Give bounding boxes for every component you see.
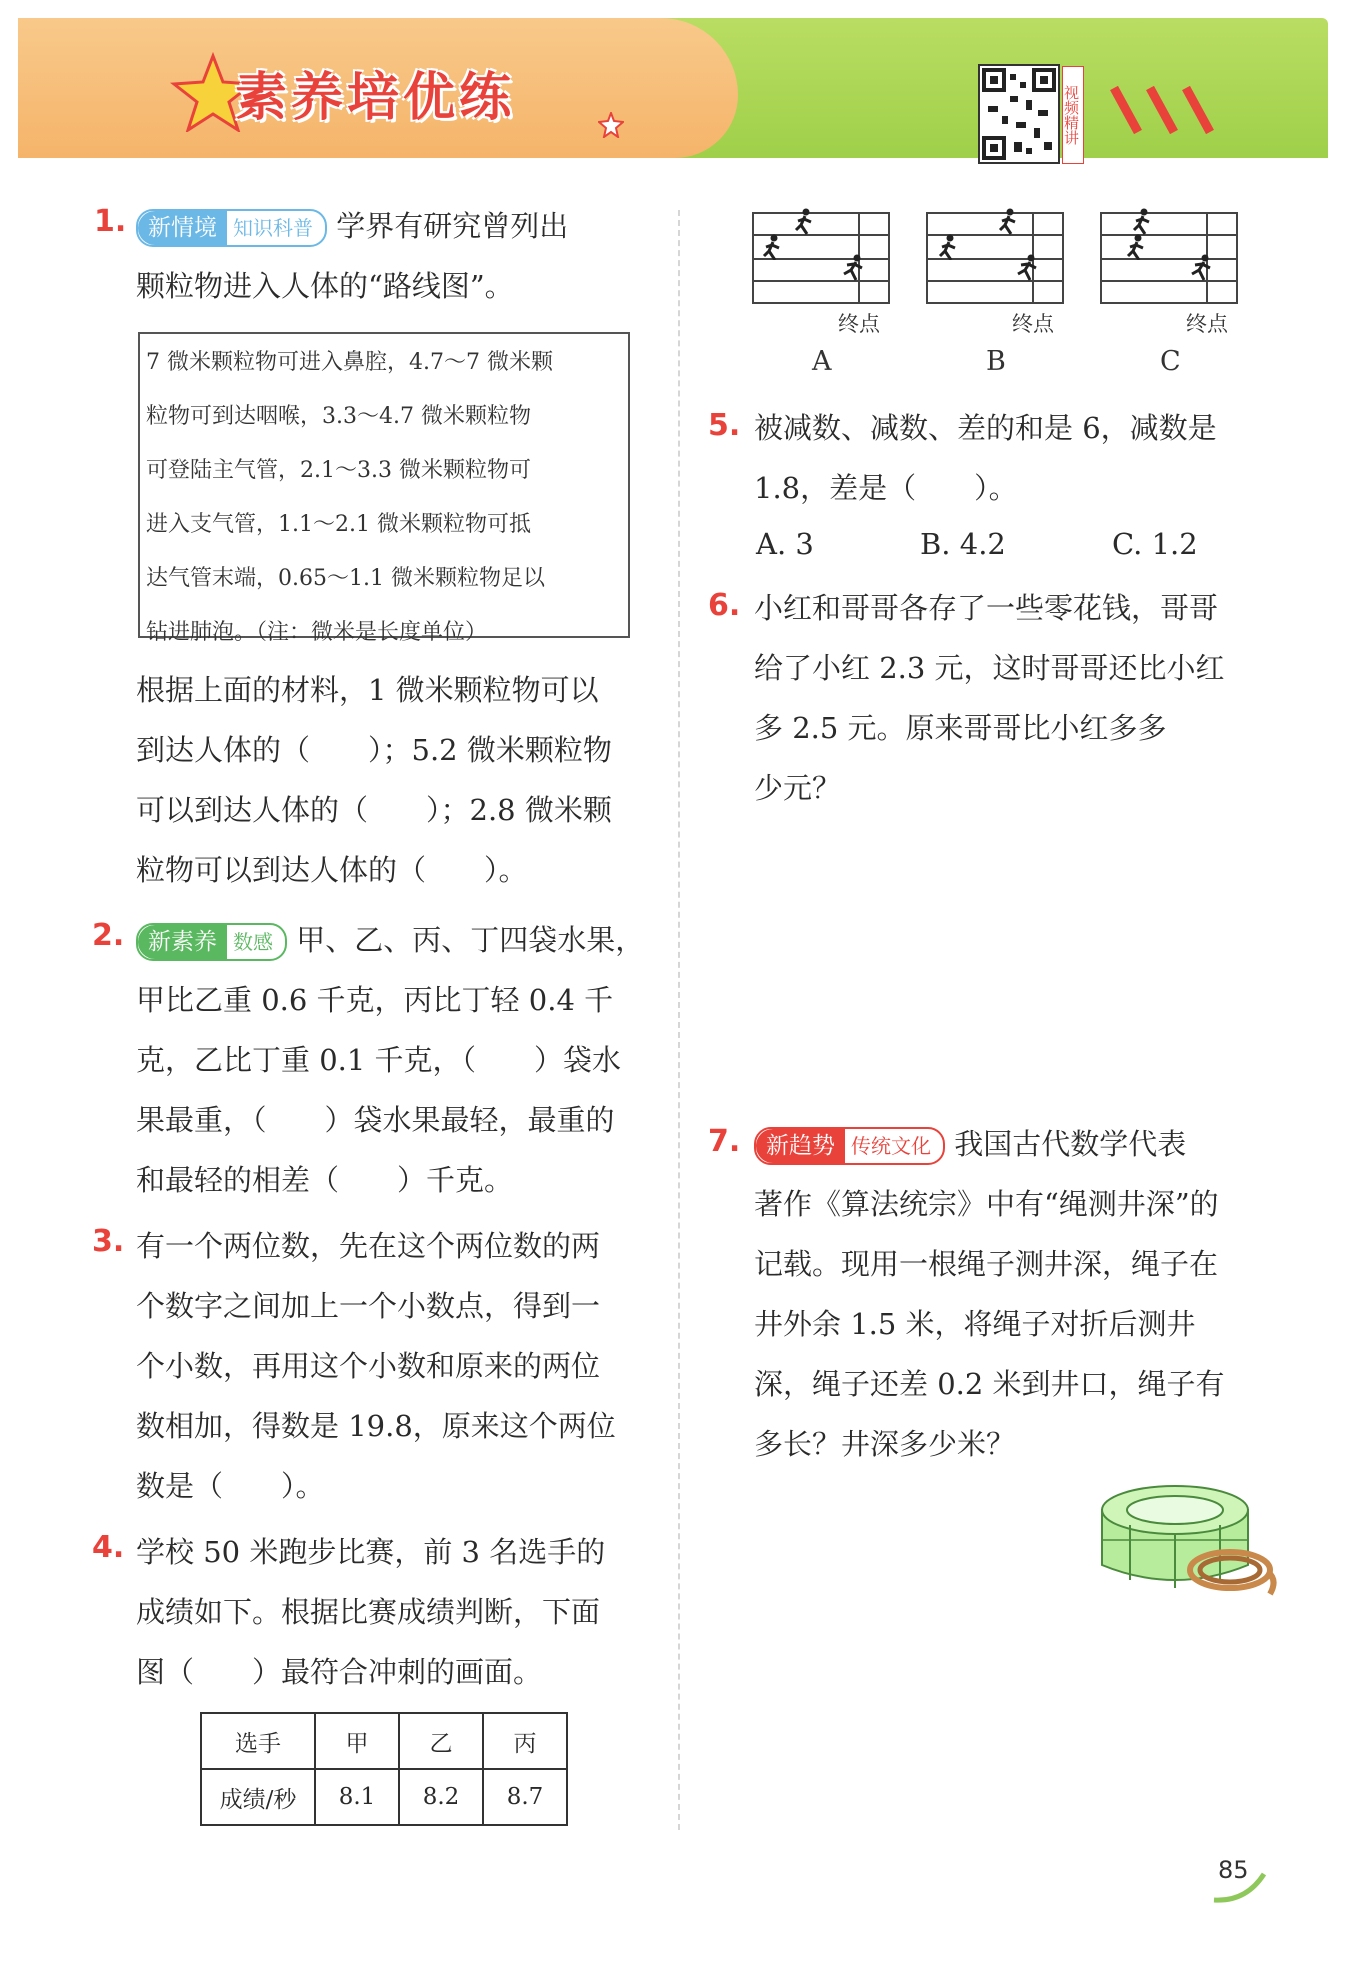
question-5-body: 被减数、减数、差的和是 6，减数是 1.8，差是（ ）。 bbox=[754, 411, 1217, 505]
table-cell: 成绩/秒 bbox=[201, 1769, 315, 1825]
runner-icon bbox=[938, 234, 958, 260]
table-cell: 8.1 bbox=[315, 1769, 399, 1825]
runner-icon bbox=[842, 254, 864, 282]
material-line: 可登陆主气管，2.1～3.3 微米颗粒物可 bbox=[146, 458, 531, 483]
option-label: A bbox=[812, 346, 832, 377]
question-1-first-line: 新情境 知识科普 学界有研究曾列出 bbox=[136, 196, 568, 256]
material-line: 进入支气管，1.1～2.1 微米颗粒物可抵 bbox=[146, 512, 531, 537]
question-1-body: 根据上面的材料，1 微米颗粒物可以 到达人体的（ ）；5.2 微米颗粒物 可以到达人体的（ ）；2.8 微米颗 粒物可以到达人体的（ ）。 bbox=[136, 673, 612, 887]
page-swoosh-icon bbox=[1210, 1870, 1270, 1906]
material-line: 粒物可到达咽喉，3.3～4.7 微米颗粒物 bbox=[146, 404, 531, 429]
question-1-intro-line-2: 颗粒物进入人体的“路线图”。 bbox=[136, 269, 514, 303]
runner-icon bbox=[794, 208, 814, 236]
table-header-cell: 丙 bbox=[483, 1713, 567, 1769]
well-and-rope-icon bbox=[1090, 1470, 1280, 1600]
results-table bbox=[200, 1712, 568, 1826]
question-number: 3. bbox=[92, 1224, 125, 1259]
runner-icon bbox=[1126, 234, 1146, 260]
question-number: 2. bbox=[92, 918, 125, 953]
race-figure-b bbox=[926, 212, 1064, 304]
question-number: 1. bbox=[94, 204, 127, 239]
material-box bbox=[138, 332, 630, 645]
question-7-body: 著作《算法统宗》中有“绳测井深”的 记载。现用一根绳子测井深，绳子在 井外余 1.5 米，将绳子对折后测井 深，绳子还差 0.2 米到井口，绳子有 多长？井深多少米？ bbox=[754, 1187, 1225, 1461]
table-row bbox=[201, 1713, 567, 1769]
runner-icon bbox=[998, 208, 1018, 236]
question-number: 5. bbox=[708, 408, 741, 443]
option-label: B bbox=[986, 346, 1006, 377]
choice-c[interactable]: C. 1.2 bbox=[1112, 527, 1198, 561]
table-row bbox=[201, 1769, 567, 1825]
table-cell: 8.7 bbox=[483, 1769, 567, 1825]
runner-icon bbox=[1016, 254, 1038, 282]
question-3-body: 有一个两位数，先在这个两位数的两 个数字之间加上一个小数点，得到一 个小数，再用这个小数和原来的两位 数相加，得数是 19.8，原来这个两位 数是（ ）。 bbox=[136, 1229, 616, 1503]
choice-a[interactable]: A. 3 bbox=[756, 527, 814, 561]
question-7-first-line: 新趋势 传统文化 我国古代数学代表 bbox=[754, 1114, 1186, 1174]
page-number: 85 bbox=[1218, 1856, 1249, 1884]
qr-label: 视频精讲 bbox=[1062, 66, 1084, 164]
choice-b[interactable]: B. 4.2 bbox=[920, 527, 1006, 561]
qr-code-icon[interactable] bbox=[978, 64, 1060, 164]
column-divider bbox=[678, 210, 680, 1830]
table-header-cell: 乙 bbox=[399, 1713, 483, 1769]
table-cell: 8.2 bbox=[399, 1769, 483, 1825]
option-label: C bbox=[1160, 346, 1181, 377]
question-number: 7. bbox=[708, 1124, 741, 1159]
finish-label: 终点 bbox=[1012, 312, 1054, 336]
tag-new-context: 新情境 知识科普 bbox=[136, 209, 327, 247]
question-2-first-line: 新素养 数感 甲、乙、丙、丁四袋水果， bbox=[136, 910, 644, 970]
material-line: 钻进肺泡。（注：微米是长度单位） bbox=[146, 620, 488, 645]
tag-new-literacy: 新素养 数感 bbox=[136, 923, 287, 961]
runner-icon bbox=[1132, 208, 1152, 236]
material-line: 达气管末端，0.65～1.1 微米颗粒物足以 bbox=[146, 566, 545, 591]
race-figure-c bbox=[1100, 212, 1238, 304]
tag-new-trend: 新趋势 传统文化 bbox=[754, 1127, 945, 1165]
race-figure-a bbox=[752, 212, 890, 304]
runner-icon bbox=[762, 234, 782, 260]
material-line: 7 微米颗粒物可进入鼻腔，4.7～7 微米颗 bbox=[146, 350, 553, 375]
question-6-body: 小红和哥哥各存了一些零花钱，哥哥 给了小红 2.3 元，这时哥哥还比小红 多 2.5 元。原来哥哥比小红多多 少元？ bbox=[754, 591, 1225, 805]
question-number: 4. bbox=[92, 1530, 125, 1565]
runner-icon bbox=[1190, 254, 1212, 282]
finish-label: 终点 bbox=[838, 312, 880, 336]
section-title: 素养培优练 bbox=[235, 68, 516, 128]
decorative-slashes-icon bbox=[1110, 86, 1230, 136]
question-2-body: 甲比乙重 0.6 千克，丙比丁轻 0.4 千 克，乙比丁重 0.1 千克，（ ）袋水 果最重，（ ）袋水果最轻，最重的 和最轻的相差（ ）千克。 bbox=[136, 983, 622, 1197]
table-header-cell: 甲 bbox=[315, 1713, 399, 1769]
question-4-body: 学校 50 米跑步比赛，前 3 名选手的 成绩如下。根据比赛成绩判断，下面 图（ ）最符合冲刺的画面。 bbox=[136, 1535, 606, 1689]
table-header-cell: 选手 bbox=[201, 1713, 315, 1769]
small-star-icon bbox=[598, 112, 624, 138]
question-number: 6. bbox=[708, 588, 741, 623]
finish-label: 终点 bbox=[1186, 312, 1228, 336]
